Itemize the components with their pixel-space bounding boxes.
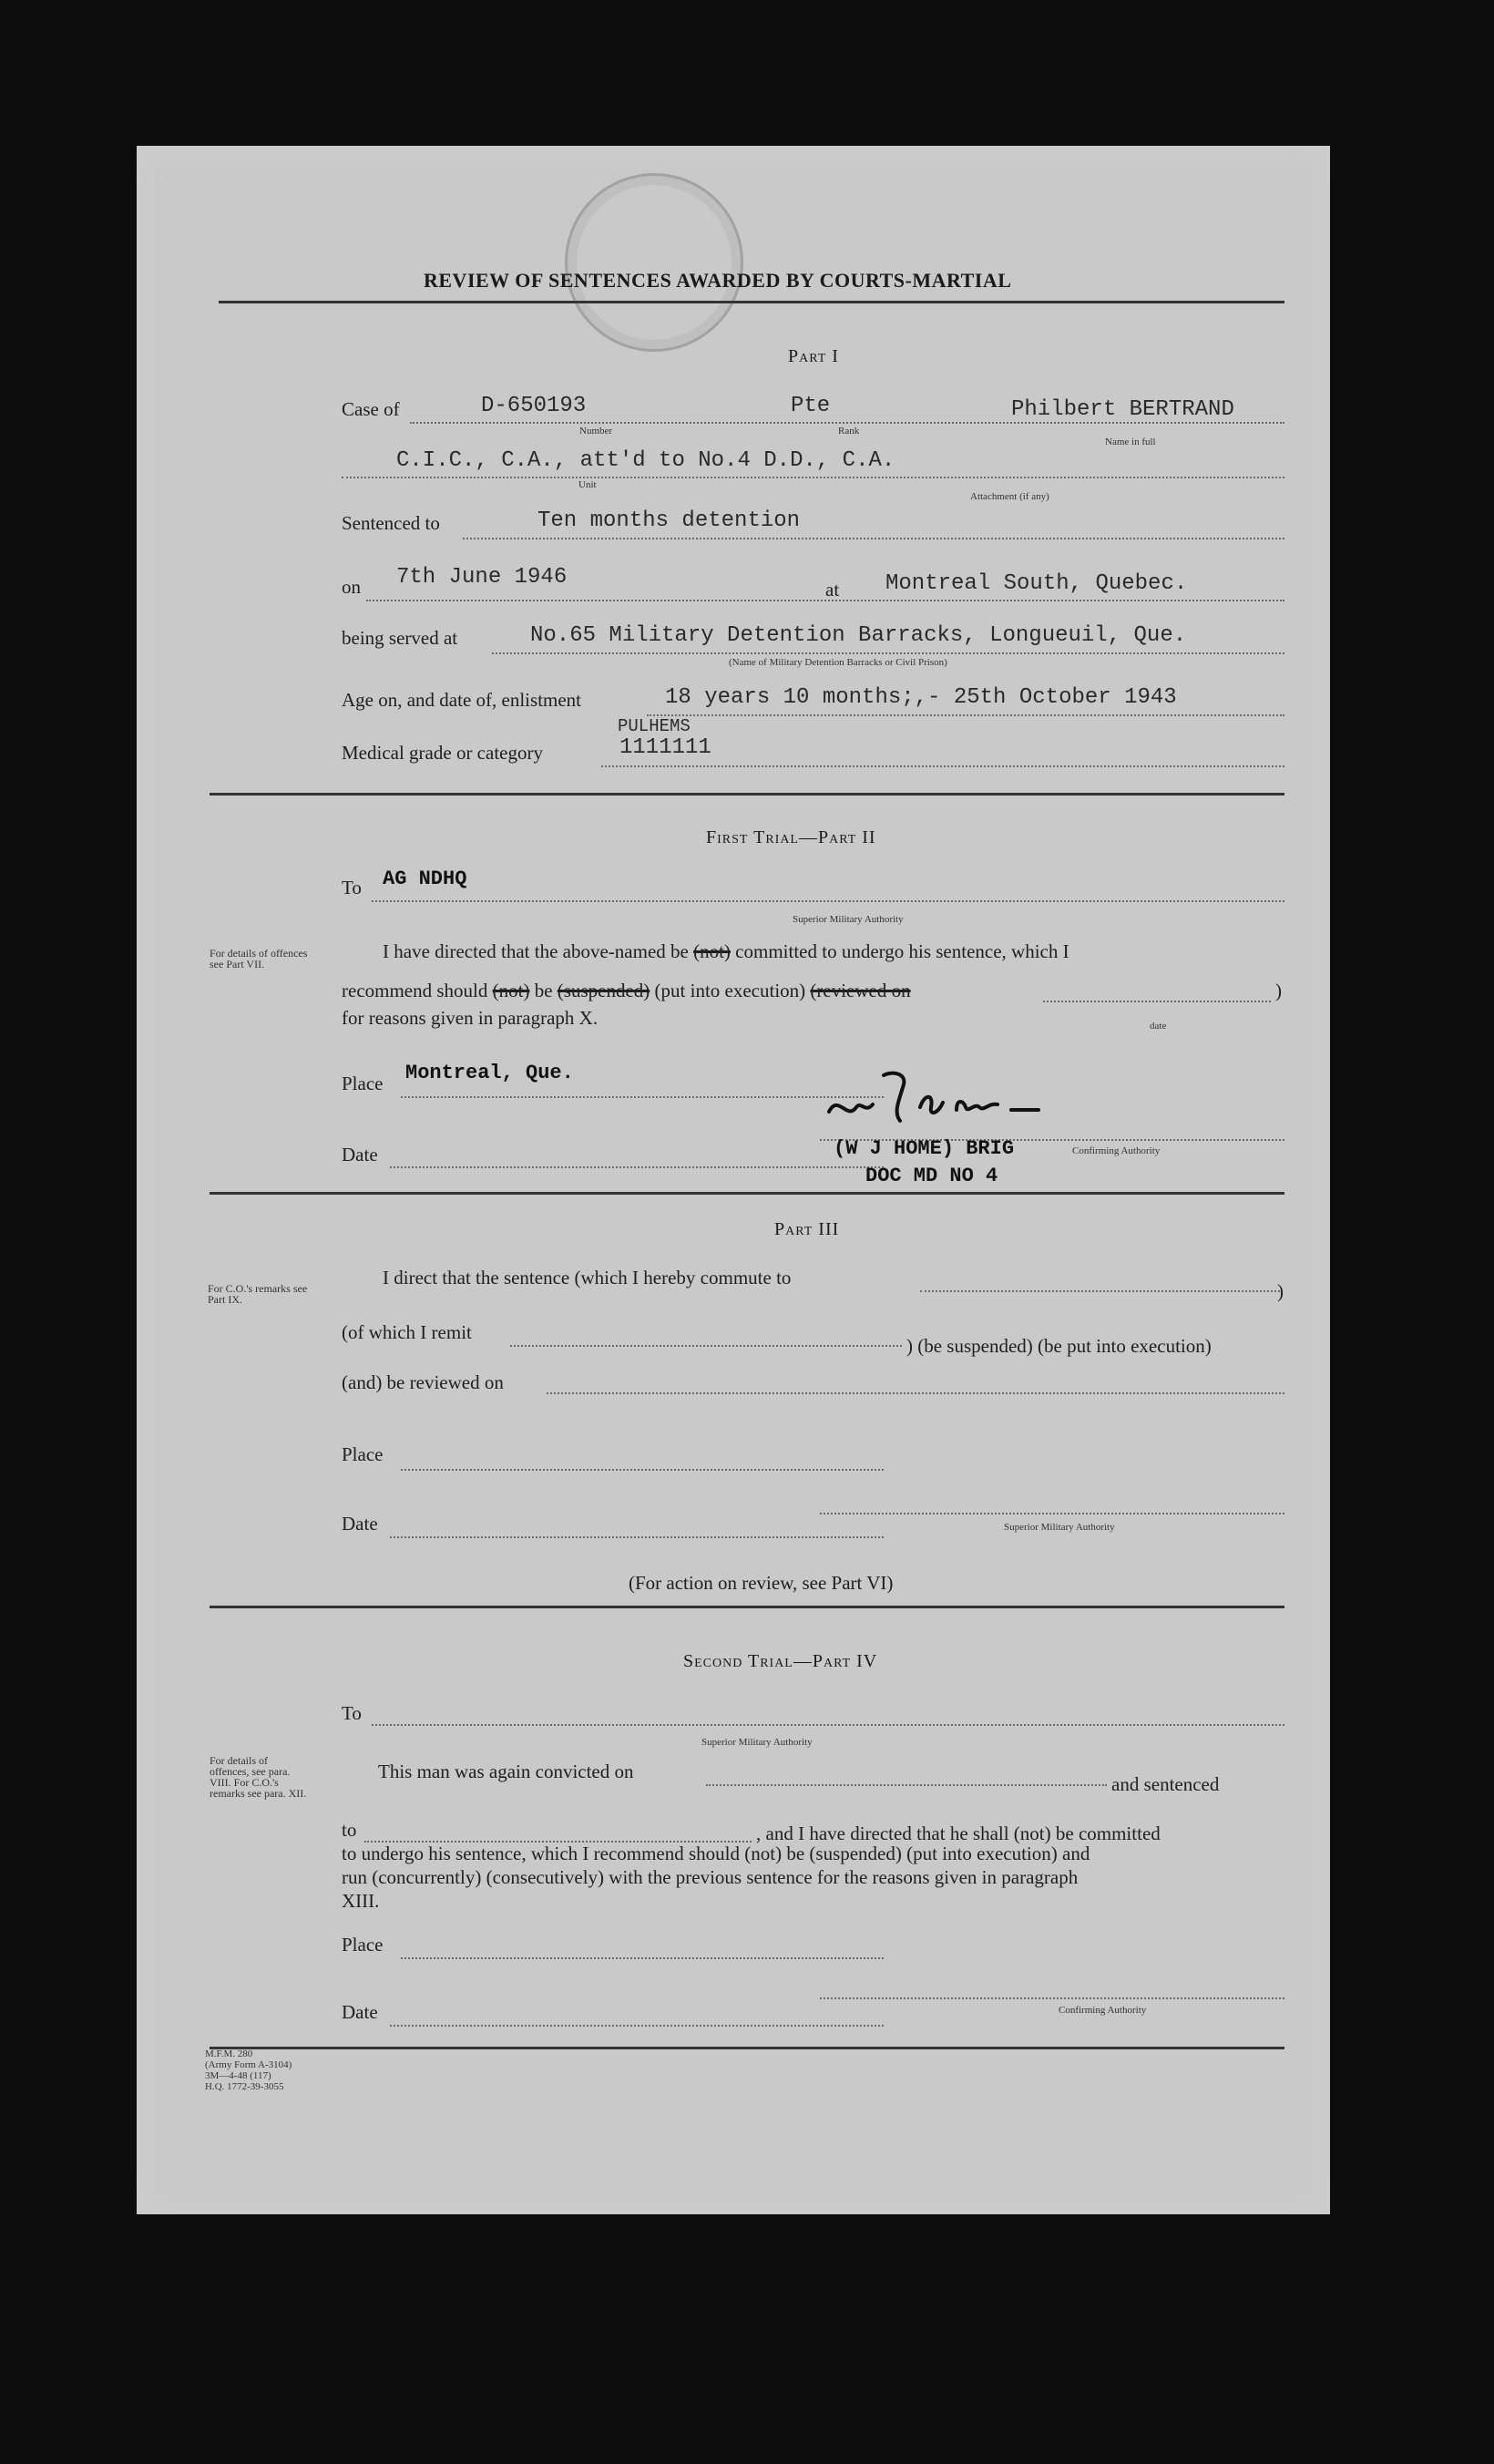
form-info-line: (Army Form A-3104) [205,2059,292,2070]
part2-date-line [390,1166,884,1168]
review-date-line [1043,1001,1271,1002]
case-of-label: Case of [342,398,400,420]
part2-line2-not: (not) [492,980,530,1001]
age-value: 18 years 10 months;,- 25th October 1943 [665,685,1177,710]
sentenced-label: Sentenced to [342,512,440,534]
part2-rule [210,1192,1284,1195]
part2-line2-c: (put into execution) [654,980,806,1001]
form-title: REVIEW OF SENTENCES AWARDED BY COURTS-MARTIAL [424,269,1012,292]
unit-label: Unit [578,479,597,490]
part3-place-line [401,1469,884,1471]
part1-rule [210,793,1284,796]
unit-line [342,477,1284,478]
part2-line1 [383,940,1069,963]
served-note: (Name of Military Detention Barracks or Civil Prison) [729,657,947,668]
trial-place: Montreal South, Quebec. [885,571,1188,596]
part3-footer: (For action on review, see Part VI) [629,1572,894,1594]
part2-date-label: Date [342,1144,378,1165]
service-number: D-650193 [481,394,587,418]
part4-line1-b: and sentenced [1111,1773,1220,1795]
rank-label: Rank [838,426,860,436]
part2-line2 [342,980,911,1002]
part4-rule [210,2047,1284,2049]
signer-title: DOC MD NO 4 [865,1165,998,1187]
form-info-line: M.F.M. 280 [205,2048,253,2059]
unit-value: C.I.C., C.A., att'd to No.4 D.D., C.A. [396,448,895,473]
part4-date-line [390,2025,884,2027]
part2-line1-a: I have directed that the above-named be [383,940,689,962]
part2-line2-susp: (suspended) [557,980,650,1001]
part4-convicted-line [706,1784,1107,1786]
pulhems-label: PULHEMS [618,716,691,736]
part3-line3: (and) be reviewed on [342,1371,504,1393]
number-label: Number [579,426,613,436]
part4-to-line [372,1724,1284,1726]
part3-heading: Part III [774,1219,840,1239]
part2-side-note: For details of offences see Part VII. [210,947,308,970]
signature-image [820,1057,1075,1139]
part3-commute-line [920,1290,1280,1292]
part2-line2-end: ) [1275,980,1282,1001]
medical-line [601,765,1284,767]
part2-line1-b: committed to undergo his sentence, which I [735,940,1069,962]
part4-place-line [401,1957,884,1959]
part2-line2-b: be [534,980,553,1001]
part4-authority-label: Superior Military Authority [701,1737,813,1748]
part3-line1: I direct that the sentence (which I hereby commute to [383,1267,792,1288]
part3-line2-a: (of which I remit [342,1321,472,1343]
document-page [137,146,1330,2214]
served-line [492,652,1284,654]
part4-authority-line [820,1997,1284,1999]
part4-to-label: To [342,1702,362,1724]
name-label: Name in full [1105,436,1156,447]
sentence-line [463,538,1284,539]
age-label: Age on, and date of, enlistment [342,689,582,711]
signer-name: (W J HOME) BRIG [834,1137,1015,1160]
attachment-label: Attachment (if any) [970,491,1049,502]
part2-line3: for reasons given in paragraph X. [342,1007,599,1029]
confirming-label: Confirming Authority [1072,1145,1161,1156]
part2-line2-rev: (reviewed on [810,980,911,1001]
part4-line5: XIII. [342,1890,380,1912]
sentence-date: 7th June 1946 [396,565,568,590]
part2-to-line [372,900,1284,902]
part3-rule [210,1606,1284,1608]
header-rule [219,301,1284,303]
part2-place-label: Place [342,1073,384,1094]
form-info-line: 3M—4-48 (117) [205,2070,271,2081]
part3-side-note: For C.O.'s remarks see Part IX. [208,1282,308,1306]
part3-line1-end: ) [1277,1280,1284,1302]
part2-to-value: AG NDHQ [383,868,467,890]
circular-date-stamp [565,173,743,352]
form-info [205,2048,292,2092]
part2-date-small: date [1150,1021,1167,1032]
medical-value: 1111111 [619,735,711,760]
part4-heading: Second Trial—Part IV [683,1651,878,1671]
part2-line1-not: (not) [693,940,731,962]
part3-date-label: Date [342,1513,378,1535]
part2-to-label: To [342,877,362,898]
at-label: at [825,579,840,601]
part4-line2-a: to [342,1819,357,1841]
part4-confirming-label: Confirming Authority [1059,2005,1147,2016]
form-info-line: H.Q. 1772-39-3055 [205,2081,284,2092]
part2-authority-label: Superior Military Authority [793,914,904,925]
part2-place-line [401,1096,884,1098]
part4-line3: to undergo his sentence, which I recommend should (not) be (suspended) (put into execution) and [342,1843,1090,1864]
part3-authority-line [820,1513,1284,1514]
part4-line2-b: , and I have directed that he shall (not) be committed [756,1822,1161,1844]
served-label: being served at [342,627,458,649]
medical-label: Medical grade or category [342,742,543,764]
part3-remit-line [510,1345,902,1347]
on-label: on [342,576,361,598]
part3-review-line [547,1392,1284,1394]
part4-line1-a: This man was again convicted on [378,1761,634,1782]
age-line [647,714,1284,716]
served-at-value: No.65 Military Detention Barracks, Longueuil, Que. [530,623,1187,648]
part2-place-value: Montreal, Que. [405,1062,574,1084]
full-name: Philbert BERTRAND [1011,397,1234,422]
rank-value: Pte [791,394,831,418]
part4-line4: run (concurrently) (consecutively) with the previous sentence for the reasons given in paragraph [342,1866,1079,1888]
part4-side-note: For details of offences, see para. VIII. For C.O.'s remarks see para. XII. [210,1754,307,1800]
part4-place-label: Place [342,1934,384,1956]
part2-heading: First Trial—Part II [706,827,876,847]
part3-place-label: Place [342,1443,384,1465]
sentence-value: Ten months detention [537,508,801,533]
part3-line2-b: ) (be suspended) (be put into execution) [906,1335,1212,1357]
part3-authority-label: Superior Military Authority [1004,1522,1115,1533]
part1-heading: Part I [788,346,839,366]
part3-date-line [390,1536,884,1538]
part4-date-label: Date [342,2001,378,2023]
case-line [410,422,1284,424]
part2-line2-a: recommend should [342,980,488,1001]
